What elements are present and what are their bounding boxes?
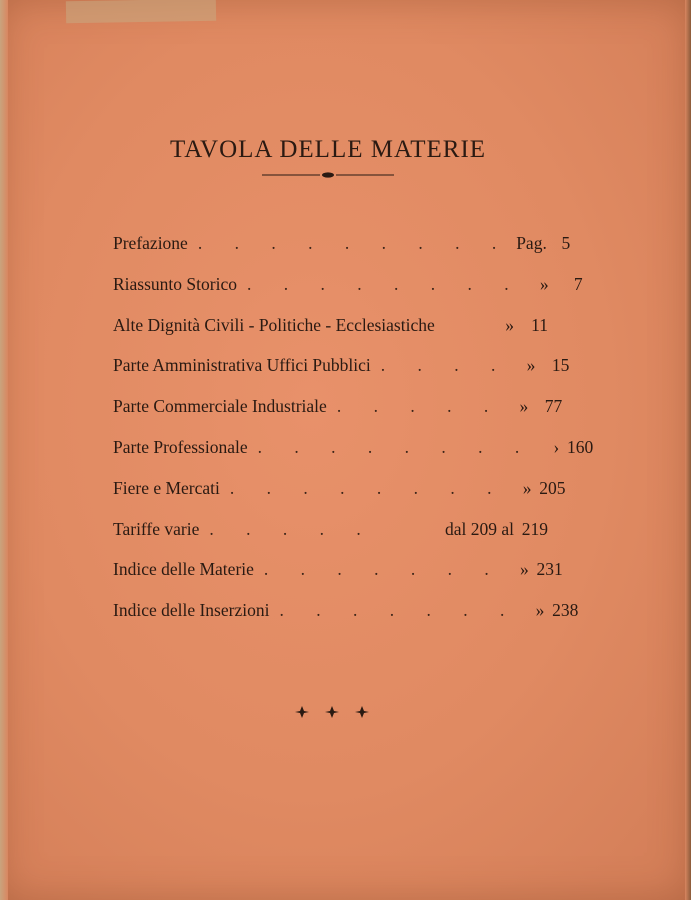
page-marker: dal 209 al [444, 518, 514, 539]
toc-row-fiere-mercati[interactable] [113, 474, 566, 515]
toc-entry-title: Prefazione [113, 233, 188, 253]
dot-leader: . . . . . . . [279, 600, 519, 621]
toc-row-tariffe-varie[interactable] [113, 515, 548, 556]
dot-leader: . . . . . . . . . [197, 233, 511, 253]
page-number: 7 [573, 273, 583, 294]
page-number: 238 [552, 600, 579, 621]
dot-leader: . . . . . . . [263, 559, 503, 580]
toc-entry-title: Indice delle Materie [113, 559, 254, 580]
page-number: 77 [544, 396, 563, 417]
rule-ornament-icon [262, 168, 394, 182]
page-number: 160 [567, 436, 594, 457]
dot-leader: . . . . . [336, 396, 503, 417]
toc-row-prefazione[interactable] [113, 229, 571, 270]
asterism-icon [294, 702, 374, 722]
dot-leader: . . . . . . . . [257, 436, 534, 457]
page-title: TAVOLA DELLE MATERIE [169, 136, 487, 163]
toc-row-parte-commerciale[interactable] [113, 392, 563, 433]
page-marker: » [539, 273, 549, 294]
page-number: 15 [551, 355, 570, 376]
toc-row-riassunto-storico[interactable] [113, 270, 583, 311]
page-number: 219 [521, 518, 548, 539]
toc-entry-title: Parte Amministrativa Uffici Pubblici [113, 355, 371, 376]
page-right-edge [685, 0, 691, 900]
toc-row-parte-professionale[interactable] [113, 433, 594, 474]
dot-leader: . . . . . . . . [246, 273, 523, 294]
page-marker: › [553, 436, 560, 457]
toc-entry-title: Fiere e Mercati [113, 477, 220, 498]
toc-entry-title: Tariffe varie [113, 518, 200, 539]
dot-leader: . . . . . [209, 518, 375, 539]
toc-entry-title: Parte Professionale [113, 436, 248, 457]
toc-row-alte-dignita[interactable] [113, 311, 548, 352]
page-marker: » [526, 355, 536, 376]
page-marker: » [520, 559, 529, 580]
page-number: 231 [536, 559, 563, 580]
page-number: 205 [539, 477, 566, 498]
dot-leader: . . . . [380, 355, 510, 376]
page-number: 5 [561, 233, 571, 253]
toc-row-indice-materie[interactable] [113, 555, 563, 596]
page-marker: » [519, 396, 529, 417]
page-marker: » [522, 477, 532, 498]
page-marker: » [535, 600, 545, 621]
toc-entry-title: Parte Commerciale Industriale [113, 396, 327, 417]
page-left-edge [0, 0, 8, 900]
toc-row-parte-amministrativa[interactable] [113, 351, 570, 392]
page-marker: Pag. [516, 233, 547, 253]
tape-remnant [66, 0, 216, 23]
table-of-contents [113, 229, 594, 637]
toc-entry-title: Riassunto Storico [113, 273, 237, 294]
page-number: 11 [531, 314, 548, 335]
toc-entry-title: Alte Dignità Civili - Politiche - Ecclesiastiche [113, 314, 435, 335]
page-marker: » [505, 314, 514, 335]
dot-leader: . . . . . . . . [229, 477, 506, 498]
toc-row-indice-inserzioni[interactable] [113, 596, 579, 637]
toc-entry-title: Indice delle Inserzioni [113, 600, 270, 621]
